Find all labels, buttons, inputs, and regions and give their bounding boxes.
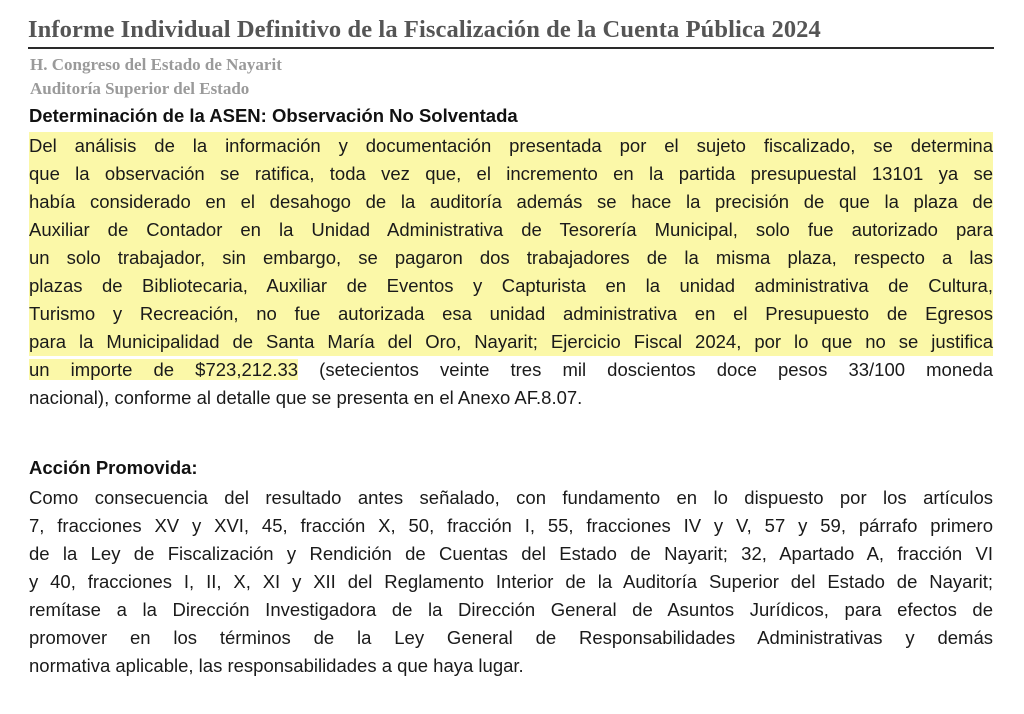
paragraph-line: para la Municipalidad de Santa María del Oro, Nayarit; Ejercicio Fiscal 2024, por lo que no se justifica [29, 328, 993, 356]
paragraph-line: Del análisis de la información y documentación presentada por el sujeto fiscalizado, se determina [29, 132, 993, 160]
paragraph-line: Auxiliar de Contador en la Unidad Administrativa de Tesorería Municipal, solo fue autorizado para [29, 216, 993, 244]
paragraph-line: y 40, fracciones I, II, X, XI y XII del Reglamento Interior de la Auditoría Superior del Estado de Nayarit; [29, 571, 993, 592]
org-name-audit: Auditoría Superior del Estado [30, 79, 250, 98]
paragraph-line: 7, fracciones XV y XVI, 45, fracción X, 50, fracción I, 55, fracciones IV y V, 57 y 59, párrafo primero [29, 515, 993, 536]
paragraph-line: que la observación se ratifica, toda vez que, el incremento en la partida presupuestal 13101 ya se [29, 160, 993, 188]
determination-paragraph [29, 132, 993, 412]
org-name-congress: H. Congreso del Estado de Nayarit [30, 55, 282, 74]
paragraph-line: había considerado en el desahogo de la auditoría además se hace la precisión de que la plaza de [29, 188, 993, 216]
section-heading-determination: Determinación de la ASEN: Observación No Solventada [29, 105, 518, 126]
paragraph-line: de la Ley de Fiscalización y Rendición de Cuentas del Estado de Nayarit; 32, Apartado A, fracción VI [29, 543, 993, 564]
paragraph-line: remítase a la Dirección Investigadora de la Dirección General de Asuntos Jurídicos, para efectos de [29, 599, 993, 620]
section-heading-action: Acción Promovida: [29, 457, 198, 478]
paragraph-line: Como consecuencia del resultado antes señalado, con fundamento en lo dispuesto por los artículos [29, 487, 993, 508]
paragraph-line: Turismo y Recreación, no fue autorizada esa unidad administrativa en el Presupuesto de Egresos [29, 300, 993, 328]
paragraph-line: normativa aplicable, las responsabilidades a que haya lugar. [29, 655, 524, 676]
paragraph-line: un solo trabajador, sin embargo, se pagaron dos trabajadores de la misma plaza, respecto a las [29, 244, 993, 272]
amount-in-words: (setecientos veinte tres mil doscientos doce pesos 33/100 moneda [298, 359, 993, 380]
paragraph-line: nacional), conforme al detalle que se presenta en el Anexo AF.8.07. [29, 387, 583, 408]
action-paragraph [29, 484, 993, 680]
paragraph-line [29, 356, 993, 384]
highlighted-amount: un importe de $723,212.33 [29, 359, 299, 380]
header-divider [28, 47, 994, 49]
paragraph-line: plazas de Bibliotecaria, Auxiliar de Eventos y Capturista en la unidad administrativa de Cultura, [29, 272, 993, 300]
paragraph-line: promover en los términos de la Ley General de Responsabilidades Administrativas y demás [29, 627, 993, 648]
document-title: Informe Individual Definitivo de la Fiscalización de la Cuenta Pública 2024 [28, 16, 821, 43]
